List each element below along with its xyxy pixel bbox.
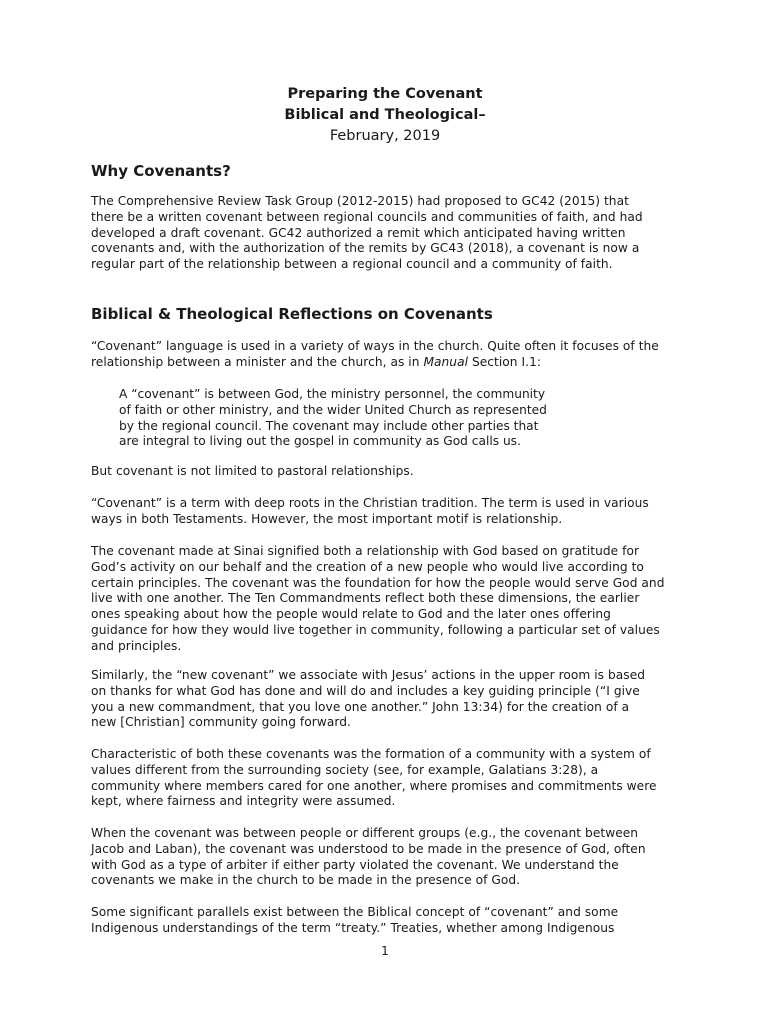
paragraph-line: The covenant made at Sinai signified both a relationship with God based on gratitude for [91, 544, 640, 558]
document-date: February, 2019 [329, 128, 441, 144]
paragraph-line: Jacob and Laban), the covenant was understood to be made in the presence of God, often [91, 841, 646, 856]
paragraph-line: covenants and, with the authorization of the remits by GC43 (2018), a covenant is now a [91, 241, 640, 256]
paragraph-line: Some significant parallels exist between the Biblical concept of “covenant” and some [91, 905, 619, 919]
heading-biblical-reflections: Biblical & Theological Reflections on Covenants [91, 305, 493, 323]
heading-why-covenants: Why Covenants? [91, 162, 231, 180]
paragraph-line: kept, where fairness and integrity were assumed. [91, 794, 396, 809]
document-title: Preparing the Covenant [287, 86, 483, 102]
paragraph-line: by the regional council. The covenant may include other parties that [119, 418, 539, 433]
paragraph-line: “Covenant” language is used in a variety of ways in the church. Quite often it focuses of the [91, 339, 659, 353]
paragraph-line: Similarly, the “new covenant” we associate with Jesus’ actions in the upper room is based [91, 668, 646, 682]
paragraph-line: community where members cared for one another, where promises and commitments were [91, 778, 657, 793]
blockquote-manual [119, 387, 579, 450]
paragraph-line: When the covenant was between people or different groups (e.g., the covenant between [91, 826, 639, 840]
paragraph-line: ways in both Testaments. However, the most important motif is relationship. [91, 511, 563, 526]
paragraph-line: Indigenous understandings of the term “treaty.” Treaties, whether among Indigenous [91, 920, 615, 935]
document-subtitle: Biblical and Theological– [284, 107, 486, 123]
paragraph-deep-roots [91, 496, 691, 528]
title-block [0, 84, 770, 147]
paragraph-line: you a new commandment, that you love one another.” John 13:34) for the creation of a [91, 699, 630, 714]
paragraph-line: God’s activity on our behalf and the creation of a new people who would live according to [91, 559, 644, 574]
paragraph-line [91, 355, 691, 371]
paragraph-line: certain principles. The covenant was the foundation for how the people would serve God and [91, 575, 665, 590]
paragraph-line: live with one another. The Ten Commandments reflect both these dimensions, the earlier [91, 591, 640, 606]
paragraph-characteristic [91, 747, 691, 810]
paragraph-line: regular part of the relationship between a regional council and a community of faith. [91, 257, 613, 272]
text-run: Section I.1: [468, 354, 542, 369]
paragraph-review-task-group [91, 194, 691, 273]
manual-reference: Manual [423, 354, 469, 369]
paragraph-line: values different from the surrounding society (see, for example, Galatians 3:28), a [91, 762, 599, 777]
paragraph-line: Characteristic of both these covenants was the formation of a community with a system of [91, 747, 651, 761]
paragraph-line: covenants we make in the church to be made in the presence of God. [91, 873, 521, 888]
paragraph-line: A “covenant” is between God, the ministry personnel, the community [119, 387, 546, 401]
paragraph-different-groups [91, 826, 691, 889]
paragraph-line: of faith or other ministry, and the wider United Church as represented [119, 402, 547, 417]
paragraph-sinai [91, 544, 691, 655]
paragraph-line: are integral to living out the gospel in community as God calls us. [119, 434, 521, 449]
page-number: 1 [381, 944, 389, 958]
paragraph-not-limited [91, 464, 691, 480]
paragraph-line: on thanks for what God has done and will do and includes a key guiding principle (“I give [91, 683, 640, 698]
paragraph-treaty [91, 905, 691, 937]
paragraph-line: But covenant is not limited to pastoral relationships. [91, 464, 414, 478]
paragraph-covenant-language [91, 339, 691, 371]
paragraph-line: with God as a type of arbiter if either party violated the covenant. We understand the [91, 857, 619, 872]
paragraph-new-covenant [91, 668, 691, 731]
paragraph-line: The Comprehensive Review Task Group (2012-2015) had proposed to GC42 (2015) that [91, 194, 629, 208]
paragraph-line: guidance for how they would live together in community, following a particular set of values [91, 622, 660, 637]
paragraph-line: developed a draft covenant. GC42 authorized a remit which anticipated having written [91, 225, 626, 240]
paragraph-line: new [Christian] community going forward. [91, 715, 351, 730]
paragraph-line: “Covenant” is a term with deep roots in the Christian tradition. The term is used in various [91, 496, 649, 510]
paragraph-line: there be a written covenant between regional councils and communities of faith, and had [91, 209, 643, 224]
text-run: relationship between a minister and the church, as in [91, 354, 424, 369]
paragraph-line: ones speaking about how the people would relate to God and the later ones offering [91, 607, 611, 622]
paragraph-line: and principles. [91, 638, 182, 653]
